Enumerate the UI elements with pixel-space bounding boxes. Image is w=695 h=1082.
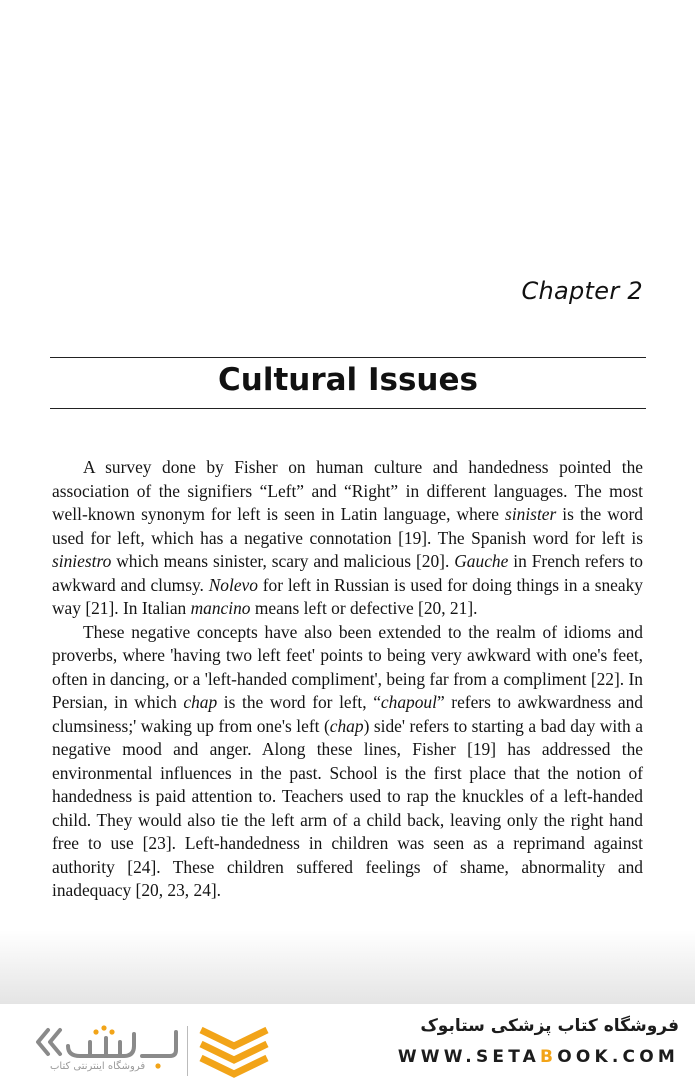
p1-run-3: siniestro [52, 551, 112, 571]
p2-run-2: is the word for left, “ [217, 692, 381, 712]
chapter-body [52, 456, 643, 903]
p1-run-7: Nolevo [208, 574, 258, 595]
url-part-2: OOK.COM [557, 1047, 679, 1067]
p2-run-0: These negative concepts have also been extended to the realm of idioms and proverbs, where 'having two left feet' points to being very awkward with one's feet, often in dancing, or a 'left-handed compliment', being far from a compliment [22]. In Persian, in which [52, 621, 643, 712]
chapter-title: Cultural Issues [218, 362, 478, 398]
store-url[interactable] [398, 1047, 679, 1067]
paragraph-2 [52, 621, 643, 903]
p1-run-5: Gauche [454, 551, 509, 571]
p2-run-1: chap [183, 692, 218, 712]
title-rule-top [50, 357, 646, 358]
title-rule-bottom [50, 408, 646, 409]
logo-subtitle: فروشگاه اینترنتی کتاب [50, 1061, 146, 1072]
p2-run-6: ) side' refers to starting a bad day with a negative mood and anger. Along these lines, Fisher [19] has addressed the environmental influences in the past. School is the first place that the notion of handedness is paid attention to. Teachers used to rap the knuckles of a left-handed child. They would also tie the left arm of a child back, leaving only the right hand free to use [23]. Left-handedness in children was seen as a reprimand against authority [24]. These children suffered feelings of shame, abnormality and inadequacy [20, 23, 24]. [52, 715, 643, 900]
footer-divider [187, 1026, 188, 1076]
footer-shade [0, 930, 695, 1005]
publisher-footer [0, 1004, 695, 1080]
chapter-label: Chapter 2 [521, 277, 643, 305]
setabook-logo [34, 1024, 179, 1082]
p1-run-2: is the word used for left, which has a negative connotation [19]. The Spanish word for left is [52, 504, 643, 548]
url-part-0: WWW.SETA [397, 1047, 541, 1067]
p2-run-4: ” refers to awkwardness and clumsiness;' waking up from one's left ( [52, 692, 643, 736]
p1-run-0: A survey done by Fisher on human culture and handedness pointed the association of the signifiers “Left” and “Right” in different languages. The most well-known synonym for left is seen in Latin language, where [52, 457, 643, 524]
p1-run-6: in French refers to awkward and clumsy. [52, 551, 643, 595]
p1-run-4: which means sinister, scary and malicious [20]. [111, 551, 455, 571]
p1-run-8: for left in Russian is used for doing things in a sneaky way [21]. In Italian [52, 574, 644, 618]
p2-run-5: chap [329, 715, 364, 736]
book-chevron-icon [195, 1022, 273, 1078]
p2-run-3: chapoul [380, 692, 437, 712]
p1-run-1: sinister [505, 504, 557, 524]
p1-run-9: mancino [190, 598, 251, 618]
paragraph-1 [52, 456, 643, 621]
store-name: فروشگاه کتاب پزشکی ستابوک [420, 1016, 679, 1036]
url-part-1: B [540, 1047, 558, 1067]
p1-run-10: means left or defective [20, 21]. [250, 598, 478, 618]
